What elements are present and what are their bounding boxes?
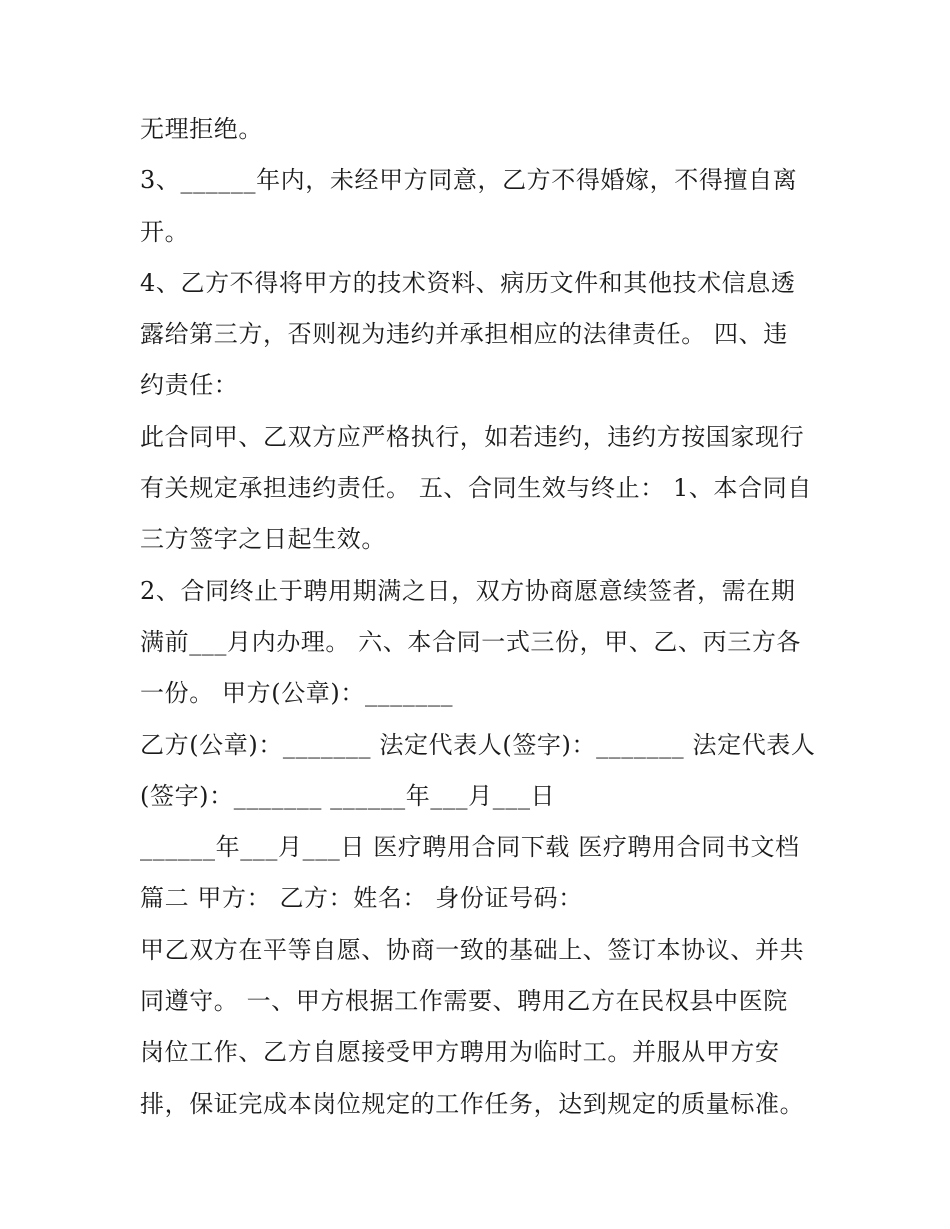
text-line: 开。 — [140, 217, 190, 246]
text-line: 此合同甲、乙双方应严格执行，如若违约，违约方按国家现行 — [140, 422, 805, 451]
text-line: 无理拒绝。 — [140, 115, 263, 143]
text-line: 岗位工作、乙方自愿接受甲方聘用为临时工。并服从甲方安 — [140, 1038, 780, 1067]
text-line: 4、乙方不得将甲方的技术资料、病历文件和其他技术信息透 — [140, 268, 796, 297]
text-line: 排，保证完成本岗位规定的工作任务，达到规定的质量标准。 — [140, 1089, 805, 1118]
text-line: 一份。 甲方(公章)：_______ — [140, 679, 454, 708]
text-line: 满前___月内办理。 六、本合同一式三份，甲、乙、丙三方各 — [140, 627, 802, 656]
document-body — [140, 104, 820, 1130]
text-line: 同遵守。 一、甲方根据工作需要、聘用乙方在民权县中医院 — [140, 987, 788, 1016]
text-line: 2、合同终止于聘用期满之日，双方协商愿意续签者，需在期 — [140, 576, 796, 605]
text-line: (签字)：_______ ______年___月___日 — [140, 781, 556, 810]
text-line: 约责任： — [140, 371, 239, 400]
text-line: ______年___月___日 医疗聘用合同下载 医疗聘用合同书文档 — [140, 833, 800, 862]
text-line: 3、______年内，未经甲方同意，乙方不得婚嫁，不得擅自离 — [140, 166, 798, 195]
text-line: 篇二 甲方： 乙方：姓名： 身份证号码： — [140, 884, 583, 913]
text-line: 有关规定承担违约责任。 五、合同生效与终止： 1、本合同自 — [140, 474, 812, 503]
text-line: 甲乙双方在平等自愿、协商一致的基础上、签订本协议、并共 — [140, 935, 805, 964]
text-line: 露给第三方，否则视为违约并承担相应的法律责任。 四、违 — [140, 320, 788, 349]
text-line: 乙方(公章)：_______ 法定代表人(签字)：_______ 法定代表人 — [140, 730, 816, 759]
text-line: 三方签字之日起生效。 — [140, 525, 386, 554]
